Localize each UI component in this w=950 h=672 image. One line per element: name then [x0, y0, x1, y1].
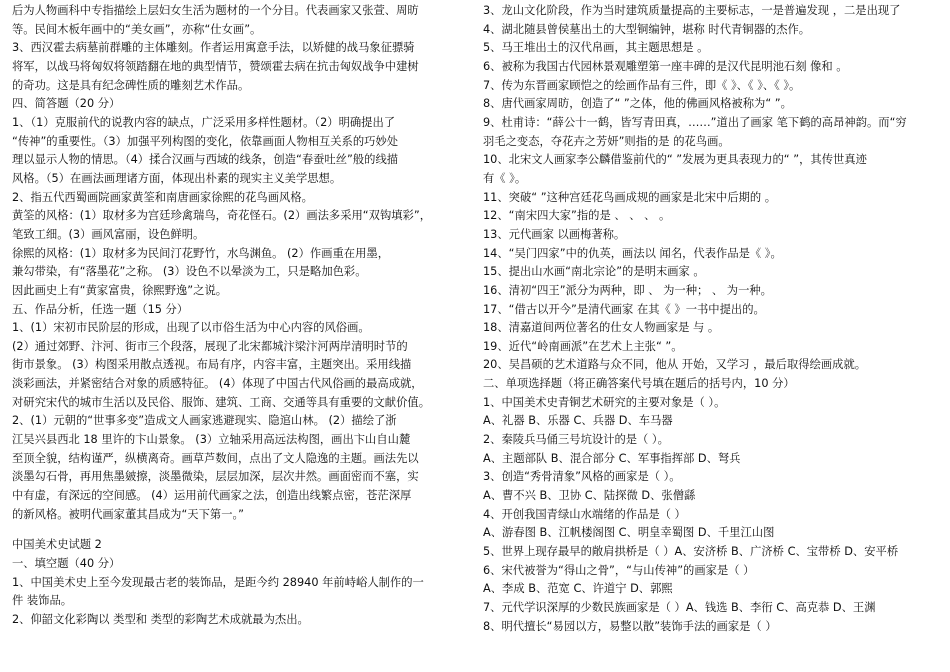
text-line: 1、(1）宋初市民阶层的形成，出现了以市俗生活为中心内容的风俗画。: [12, 321, 370, 335]
question-line: 8、明代擅长“易园以方，易整以散”装饰手法的画家是（ ）: [483, 619, 777, 633]
text-line: 2、指五代西蜀画院画家黄筌和南唐画家徐熙的花鸟画风格。: [12, 190, 313, 204]
text-line: 因此画史上有“黄家富贵，徐熙野逸”之说。: [12, 283, 228, 297]
text-line: 20、吴昌硕的艺术道路与众不同，他从 开始，又学习 ，最后取得绘画成就。: [483, 358, 867, 372]
text-line: 淡墨勾石骨，再用焦墨皴擦，淡墨微染，层层加深，层次井然。画面密而不塞，实: [12, 470, 419, 484]
text-line: 4、湖北随县曾侯墓出土的大型铜编钟，堪称 时代青铜器的杰作。: [483, 22, 811, 36]
text-line: 2、(1）元朝的“世事多变”造成文人画家逃避现实、隐逭山林。 (2）描绘了浙: [12, 414, 397, 428]
options-line: A、游春图 B、江帆楼阁图 C、明皇幸蜀图 D、千里江山图: [483, 526, 775, 540]
text-line: 理以显示人物的情思。（4）揉合汉画与西域的线条，创造“春蚕吐丝”般的线描: [12, 153, 399, 167]
text-line: 12、“南宋四大家”指的是 、 、 、 。: [483, 209, 671, 223]
text-line: 的奇功。这是具有纪念碑性质的雕刻艺术作品。: [12, 78, 250, 92]
right-column: [483, 2, 943, 636]
question-line: 5、世界上现存最早的敞肩拱桥是（ ）A、安济桥 B、广济桥 C、宝带桥 D、安平桥: [483, 545, 899, 559]
text-line: 风格。（5）在画法画理诸方面，体现出朴素的现实主义美学思想。: [12, 171, 342, 185]
text-line: 11、突破“ ”这种宫廷花鸟画成规的画家是北宋中后期的 。: [483, 190, 777, 204]
section-heading: 五、作品分析，任选一题（15 分）: [12, 302, 189, 316]
text-line: 15、提出山水画“南北宗论”的是明末画家 。: [483, 265, 705, 279]
text-line: 18、清嘉道间两位著名的仕女人物画家是 与 。: [483, 321, 720, 335]
exam-title: 中国美术史试题 2: [12, 538, 102, 552]
text-line: 19、近代“岭南画派”在艺术上主张“ ”。: [483, 339, 683, 353]
text-line: 16、清初“四王”派分为两种，即 、 为一种； 、 为一种。: [483, 283, 772, 297]
text-line: 至顶全貌，结构谨严，纵横离奇。画草芦数间，点出了文人隐逸的主题。画法先以: [12, 451, 419, 465]
options-line: A、李成 B、范宽 C、许道宁 D、郭熙: [483, 582, 673, 596]
text-line: (2）通过郊野、汴河、街市三个段落，展现了北宋都城汴梁汴河两岸清明时节的: [12, 339, 408, 353]
question-line: 4、开创我国青绿山水端绪的作品是（ ）: [483, 507, 686, 521]
section-heading: 四、简答题（20 分）: [12, 97, 121, 111]
blank-gap: [12, 524, 462, 536]
text-line: 2、仰韶文化彩陶以 类型和 类型的彩陶艺术成就最为杰出。: [12, 613, 309, 626]
options-line: A、主题部队 B、混合部分 C、军事指挥部 D、弩兵: [483, 451, 741, 465]
text-line: 将军，以战马将匈奴将领踏翻在地的典型情节，赞颂霍去病在抗击匈奴战争中建树: [12, 59, 419, 73]
text-line: 中有虚，有深远的空间感。 (4）运用前代画家之法，创造出线繁点密，苍茫深厚: [12, 489, 412, 503]
text-line: 的新风格。被明代画家董其昌成为“天下第一。”: [12, 507, 244, 521]
text-line: 江吴兴县西北 18 里许的卞山景象。 (3）立轴采用高远法构图，画出卞山自山麓: [12, 433, 411, 447]
question-line: 3、创造“秀骨清象”风格的画家是（ ）。: [483, 470, 681, 484]
text-line: 14、“吴门四家”中的仇英，画法以 闻名，代表作品是《 》。: [483, 246, 782, 260]
text-line: 3、龙山文化阶段，作为当时建筑质量提高的主要标志，一是普遍发现 ，二是出现了: [483, 4, 901, 17]
left-column: [12, 2, 462, 630]
text-line: “传神”的重要性。（3）加强平列构图的变化，依靠画面人物相互关系的巧妙处: [12, 134, 399, 148]
text-line: 3、西汉霍去病墓前群雕的主体雕刻。作者运用寓意手法，以矫健的战马象征骠骑: [12, 41, 415, 55]
text-line: 兼勾带染，有“落墨花”之称。 (3）设色不以晕淡为工，只是略加色彩。: [12, 265, 367, 279]
text-line: 13、元代画家 以画梅著称。: [483, 227, 626, 241]
text-line: 5、马王堆出土的汉代帛画，其主题思想是 。: [483, 41, 709, 55]
options-line: A、礼器 B、乐器 C、兵器 D、车马器: [483, 414, 673, 428]
section-heading: 二、单项选择题（将正确答案代号填在题后的括号内，10 分）: [483, 377, 795, 391]
text-line: 7、传为东晋画家顾恺之的绘画作品有三件，即《 》、《 》、《 》。: [483, 78, 801, 92]
text-line: 6、被称为我国古代园林景观雕塑第一座丰碑的是汉代昆明池石刻 像和 。: [483, 59, 848, 73]
text-line: 羽毛之变态，夺花卉之芳妍”则指的是 的花鸟画。: [483, 134, 730, 148]
question-line: 6、宋代被誉为“得山之骨”，“与山传神”的画家是（ ）: [483, 563, 755, 577]
text-line: 后为人物画科中专指描绘上层妇女生活为题材的一个分目。代表画家又张萱、周昉: [12, 4, 419, 17]
question-line: 2、秦陵兵马俑三号坑设计的是（ ）。: [483, 433, 669, 447]
text-line: 1、（1）克服前代的说教内容的缺点，广泛采用多样性题材。（2）明确提出了: [12, 115, 396, 129]
text-line: 街市景象。 (3）构图采用散点透视。布局有序，内容丰富，主题突出。采用线描: [12, 358, 412, 372]
text-line: 徐熙的风格：(1）取材多为民间汀花野竹，水鸟渊鱼。 (2）作画重在用墨，: [12, 246, 389, 260]
text-line: 8、唐代画家周昉，创造了“ ”之体，他的佛画风格被称为“ ”。: [483, 97, 792, 111]
text-line: 笔致工细。(3）画风富丽，设色鲜明。: [12, 227, 205, 241]
options-line: A、曹不兴 B、卫协 C、陆探微 D、张僧繇: [483, 489, 696, 503]
text-line: 淡彩画法，并紧密结合对象的质感特征。 (4）体现了中国古代风俗画的最高成就，: [12, 377, 423, 391]
text-line: 黄筌的风格：(1）取材多为宫廷珍禽瑞鸟，奇花怪石。(2）画法多采用“双钩填彩”，: [12, 209, 431, 223]
section-heading: 一、填空题（40 分）: [12, 557, 121, 571]
text-line: 件 装饰品。: [12, 594, 73, 608]
text-line: 有《 》。: [483, 171, 527, 185]
question-line: 1、中国美术史青铜艺术研究的主要对象是（ ）。: [483, 395, 726, 409]
text-line: 10、北宋文人画家李公麟借鉴前代的“ ”发展为更具表现力的“ ”，其传世真迹: [483, 153, 867, 167]
text-line: 对研究宋代的城市生活以及民俗、服饰、建筑、工商、交通等具有重要的文献价值。: [12, 395, 430, 409]
text-line: 17、“借古以开今”是清代画家 在其《 》一书中提出的。: [483, 302, 765, 316]
text-line: 等。民间木板年画中的“美女画”，亦称“仕女画”。: [12, 22, 262, 36]
text-line: 1、中国美术史上至今发现最古老的装饰品，是距今约 28940 年前峙峪人制作的一: [12, 575, 424, 589]
text-line: 9、杜甫诗：“薛公十一鹤，皆写青田真，……”道出了画家 笔下鹤的高昂神韵。而“穷: [483, 115, 907, 129]
question-line: 7、元代学识深厚的少数民族画家是（ ）A、钱选 B、李衎 C、高克恭 D、王渊: [483, 601, 876, 614]
